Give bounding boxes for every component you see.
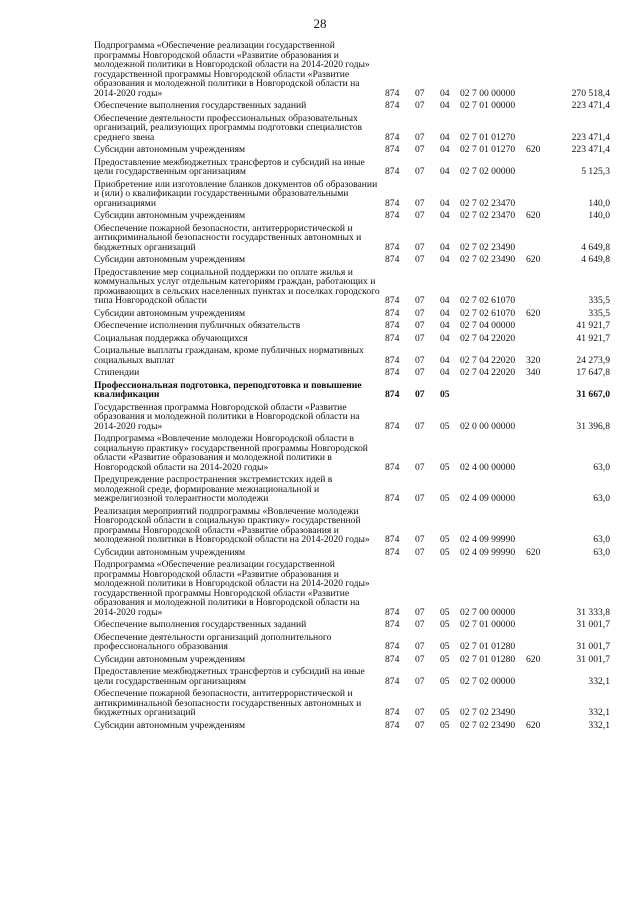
page-number: 28 <box>313 16 327 31</box>
table-row <box>94 688 610 720</box>
row-name: Обеспечение пожарной безопасности, антитеррористической и антикриминальной безопасности государственных автономных и бюджетных организаций <box>94 688 362 718</box>
row-expense-type-code: 620 <box>526 210 541 221</box>
row-expense-type-code <box>526 223 549 255</box>
row-amount: 223 471,4 <box>571 144 610 155</box>
row-expense-type-code: 620 <box>526 144 541 155</box>
row-ministry-code: 874 <box>385 534 400 545</box>
row-subsection-code: 04 <box>440 87 450 99</box>
row-amount: 140,0 <box>588 210 610 221</box>
row-amount: 63,0 <box>593 461 610 473</box>
table-row <box>94 666 610 688</box>
row-subsection-code: 04 <box>440 254 450 265</box>
row-section-code: 07 <box>415 461 425 473</box>
row-subsection-code: 04 <box>440 307 450 319</box>
row-ministry-code: 874 <box>385 254 400 265</box>
row-section-code: 07 <box>415 619 425 630</box>
row-target-article-code: 02 7 04 22020 <box>460 354 516 366</box>
row-ministry-code: 874 <box>385 653 400 665</box>
row-subsection-code: 04 <box>440 131 450 143</box>
table-row <box>94 308 610 321</box>
budget-table <box>94 40 610 732</box>
row-expense-type-code: 620 <box>526 546 541 558</box>
row-target-article-code: 02 7 01 01270 <box>460 131 516 143</box>
row-target-article-code: 02 7 02 00000 <box>460 675 516 687</box>
table-row <box>94 254 610 267</box>
row-name: Предоставление межбюджетных трансфертов и субсидий на иные цели государственным организациям <box>94 156 365 177</box>
row-amount: 223 471,4 <box>571 131 610 143</box>
table-row <box>94 433 610 474</box>
row-amount: 31 667,0 <box>576 389 610 400</box>
row-name: Обеспечение выполнения государственных заданий <box>94 619 307 630</box>
row-target-article-code: 02 7 04 00000 <box>460 320 516 331</box>
row-target-article-code: 02 7 00 00000 <box>460 87 516 99</box>
row-amount: 4 649,8 <box>581 241 610 253</box>
row-expense-type-code <box>526 179 549 211</box>
row-section-code: 07 <box>415 307 425 319</box>
row-expense-type-code <box>526 688 549 720</box>
row-expense-type-code: 340 <box>526 367 541 378</box>
row-amount: 332,1 <box>588 719 610 731</box>
row-expense-type-code <box>526 333 549 346</box>
row-name: Предоставление мер социальной поддержки по оплате жилья и коммунальных услуг отдельным категориям граждан, работающих и проживающих в сельских населенных пунктах и поселках городского типа Новгородской области <box>94 266 380 306</box>
table-row <box>94 113 610 145</box>
row-ministry-code: 874 <box>385 320 400 331</box>
row-ministry-code: 874 <box>385 619 400 630</box>
row-name: Предупреждение распространения экстремистских идей в молодежной среде, формирование межнациональной и межрелигиозной толерантности молодежи <box>94 474 333 504</box>
row-section-code: 07 <box>415 493 425 504</box>
row-target-article-code: 02 7 02 23490 <box>460 241 516 253</box>
row-name: Профессиональная подготовка, переподготовка и повышение квалификации <box>94 379 362 400</box>
row-expense-type-code <box>526 113 549 145</box>
row-amount: 63,0 <box>593 546 610 558</box>
row-section-code: 07 <box>415 606 425 618</box>
row-expense-type-code <box>526 559 549 619</box>
row-target-article-code: 02 7 01 00000 <box>460 100 516 111</box>
table-row <box>94 367 610 380</box>
row-ministry-code: 874 <box>385 546 400 558</box>
row-amount: 4 649,8 <box>581 254 610 265</box>
row-name: Подпрограмма «Обеспечение реализации государственной программы Новгородской области «Развитие образования и молодежной политики в Новгородской области на 2014-2020 годы» государственной программы Новгородской области «Развитие образования и молодежной политики в Новгородской области на 2014-2020 годы» <box>94 40 370 99</box>
row-expense-type-code <box>526 157 549 179</box>
row-subsection-code: 04 <box>440 241 450 253</box>
row-ministry-code: 874 <box>385 100 400 111</box>
row-section-code: 07 <box>415 166 425 177</box>
row-ministry-code: 874 <box>385 144 400 155</box>
row-expense-type-code: 320 <box>526 354 541 366</box>
row-name: Обеспечение исполнения публичных обязательств <box>94 320 301 331</box>
row-expense-type-code <box>526 632 549 654</box>
row-section-code: 07 <box>415 653 425 665</box>
row-amount: 24 273,9 <box>576 354 610 366</box>
row-subsection-code: 04 <box>440 166 450 177</box>
row-expense-type-code: 620 <box>526 653 541 665</box>
row-name: Социальная поддержка обучающихся <box>94 332 248 344</box>
row-subsection-code: 05 <box>440 534 450 545</box>
budget-table-body <box>94 40 610 732</box>
row-name: Подпрограмма «Обеспечение реализации государственной программы Новгородской области «Развитие образования и молодежной политики в Новгородской области на 2014-2020 годы» государственной программы Новгородской области «Развитие образования и молодежной политики в Новгородской области на 2014-2020 годы» <box>94 559 370 618</box>
row-subsection-code: 05 <box>440 707 450 718</box>
row-section-code: 07 <box>415 534 425 545</box>
row-section-code: 07 <box>415 241 425 253</box>
table-row <box>94 333 610 346</box>
row-subsection-code: 05 <box>440 619 450 630</box>
table-row <box>94 380 610 402</box>
row-expense-type-code <box>526 267 549 308</box>
table-row <box>94 40 610 100</box>
row-target-article-code: 02 7 00 00000 <box>460 606 516 618</box>
table-row <box>94 547 610 560</box>
row-target-article-code: 02 4 00 00000 <box>460 461 516 473</box>
row-expense-type-code <box>526 474 549 506</box>
table-row <box>94 267 610 308</box>
row-target-article-code: 02 4 09 99990 <box>460 534 516 545</box>
row-name: Субсидии автономным учреждениям <box>94 546 246 558</box>
row-expense-type-code <box>526 433 549 474</box>
row-ministry-code: 874 <box>385 307 400 319</box>
row-subsection-code: 05 <box>440 675 450 687</box>
row-target-article-code: 02 0 00 00000 <box>460 420 516 432</box>
row-section-code: 07 <box>415 332 425 344</box>
row-ministry-code: 874 <box>385 332 400 344</box>
row-subsection-code: 04 <box>440 320 450 331</box>
row-amount: 140,0 <box>588 197 610 209</box>
row-expense-type-code <box>526 402 549 434</box>
row-name: Государственная программа Новгородской области «Развитие образования и молодежной политики в Новгородской области на 2014-2020 годы» <box>94 401 360 432</box>
row-section-code: 07 <box>415 719 425 731</box>
row-target-article-code: 02 7 04 22020 <box>460 332 516 344</box>
row-amount: 270 518,4 <box>571 87 610 99</box>
table-row <box>94 720 610 733</box>
row-name: Предоставление межбюджетных трансфертов и субсидий на иные цели государственным организациям <box>94 666 365 687</box>
row-ministry-code: 874 <box>385 210 400 221</box>
row-amount: 31 001,7 <box>576 653 610 665</box>
table-row <box>94 210 610 223</box>
row-name: Субсидии автономным учреждениям <box>94 144 246 155</box>
table-row <box>94 559 610 619</box>
table-row <box>94 402 610 434</box>
row-name: Обеспечение деятельности организаций дополнительного профессионального образования <box>94 631 332 652</box>
row-ministry-code: 874 <box>385 461 400 473</box>
row-amount: 31 333,8 <box>576 606 610 618</box>
row-name: Обеспечение пожарной безопасности, антитеррористической и антикриминальной безопасности государственных автономных и бюджетных организаций <box>94 222 362 253</box>
row-subsection-code: 05 <box>440 653 450 665</box>
table-row <box>94 654 610 667</box>
row-expense-type-code <box>526 506 549 547</box>
row-ministry-code: 874 <box>385 606 400 618</box>
row-section-code: 07 <box>415 131 425 143</box>
table-row <box>94 506 610 547</box>
row-amount: 5 125,3 <box>581 166 610 177</box>
row-target-article-code: 02 7 02 61070 <box>460 307 516 319</box>
row-ministry-code: 874 <box>385 641 400 652</box>
row-ministry-code: 874 <box>385 241 400 253</box>
row-ministry-code: 874 <box>385 675 400 687</box>
row-subsection-code: 05 <box>440 493 450 504</box>
row-name: Социальные выплаты гражданам, кроме публичных нормативных социальных выплат <box>94 345 364 366</box>
row-target-article-code: 02 7 02 23490 <box>460 719 516 731</box>
row-ministry-code: 874 <box>385 166 400 177</box>
row-ministry-code: 874 <box>385 707 400 718</box>
row-name: Субсидии автономным учреждениям <box>94 254 246 265</box>
row-ministry-code: 874 <box>385 197 400 209</box>
row-target-article-code: 02 4 09 00000 <box>460 493 516 504</box>
row-name: Обеспечение выполнения государственных заданий <box>94 100 307 111</box>
row-section-code: 07 <box>415 87 425 99</box>
row-ministry-code: 874 <box>385 367 400 378</box>
table-row <box>94 474 610 506</box>
row-subsection-code: 05 <box>440 420 450 432</box>
row-section-code: 07 <box>415 144 425 155</box>
row-ministry-code: 874 <box>385 354 400 366</box>
row-amount: 63,0 <box>593 534 610 545</box>
row-ministry-code: 874 <box>385 389 400 400</box>
table-row <box>94 100 610 113</box>
row-amount: 223 471,4 <box>571 100 610 111</box>
row-target-article-code: 02 7 02 00000 <box>460 166 516 177</box>
row-target-article-code: 02 7 01 01280 <box>460 653 516 665</box>
row-section-code: 07 <box>415 367 425 378</box>
table-row <box>94 345 610 367</box>
table-row <box>94 157 610 179</box>
row-section-code: 07 <box>415 197 425 209</box>
row-subsection-code: 05 <box>440 719 450 731</box>
table-row <box>94 320 610 333</box>
row-amount: 41 921,7 <box>576 332 610 344</box>
row-target-article-code <box>460 380 526 402</box>
row-section-code: 07 <box>415 420 425 432</box>
table-row <box>94 632 610 654</box>
row-target-article-code: 02 7 02 61070 <box>460 295 516 306</box>
row-amount: 332,1 <box>588 707 610 718</box>
row-target-article-code: 02 7 01 00000 <box>460 619 516 630</box>
row-name: Обеспечение деятельности профессиональных образовательных организаций, реализующих программы подготовки специалистов среднего звена <box>94 112 363 143</box>
row-amount: 335,5 <box>588 295 610 306</box>
row-expense-type-code <box>526 100 549 113</box>
row-target-article-code: 02 7 01 01270 <box>460 144 516 155</box>
row-amount: 332,1 <box>588 675 610 687</box>
row-expense-type-code: 620 <box>526 254 541 265</box>
row-subsection-code: 05 <box>440 606 450 618</box>
row-name: Субсидии автономным учреждениям <box>94 719 246 731</box>
row-ministry-code: 874 <box>385 420 400 432</box>
row-name: Приобретение или изготовление бланков документов об образовании и (или) о квалификации государственными образовательными организациями <box>94 178 378 209</box>
row-expense-type-code <box>526 380 549 402</box>
row-section-code: 07 <box>415 254 425 265</box>
row-name: Реализация мероприятий подпрограммы «Вовлечение молодежи Новгородской области в социальную практику» государственной программы Новгородской области «Развитие образования и молодежной политики в Новгородской области на 2014-2020 годы» <box>94 505 370 545</box>
row-subsection-code: 05 <box>440 546 450 558</box>
row-ministry-code: 874 <box>385 719 400 731</box>
row-name: Стипендии <box>94 367 140 378</box>
row-section-code: 07 <box>415 707 425 718</box>
row-expense-type-code <box>526 40 549 100</box>
row-target-article-code: 02 7 01 01280 <box>460 641 516 652</box>
table-row <box>94 619 610 632</box>
row-expense-type-code: 620 <box>526 307 541 319</box>
row-ministry-code: 874 <box>385 493 400 504</box>
row-subsection-code: 04 <box>440 100 450 111</box>
row-ministry-code: 874 <box>385 87 400 99</box>
row-subsection-code: 04 <box>440 332 450 344</box>
row-target-article-code: 02 4 09 99990 <box>460 546 516 558</box>
row-target-article-code: 02 7 02 23490 <box>460 707 516 718</box>
row-subsection-code: 04 <box>440 144 450 155</box>
row-section-code: 07 <box>415 389 425 400</box>
row-name: Субсидии автономным учреждениям <box>94 307 246 319</box>
row-name: Субсидии автономным учреждениям <box>94 653 246 665</box>
row-subsection-code: 05 <box>440 389 450 400</box>
row-expense-type-code <box>526 320 549 333</box>
row-expense-type-code <box>526 666 549 688</box>
row-amount: 17 647,8 <box>576 367 610 378</box>
row-section-code: 07 <box>415 295 425 306</box>
row-amount: 31 001,7 <box>576 619 610 630</box>
row-amount: 31 396,8 <box>576 420 610 432</box>
row-name: Субсидии автономным учреждениям <box>94 210 246 221</box>
row-expense-type-code: 620 <box>526 719 541 731</box>
row-amount: 31 001,7 <box>576 641 610 652</box>
row-subsection-code: 04 <box>440 295 450 306</box>
row-amount: 335,5 <box>588 307 610 319</box>
row-subsection-code: 04 <box>440 210 450 221</box>
row-section-code: 07 <box>415 354 425 366</box>
row-target-article-code: 02 7 02 23490 <box>460 254 516 265</box>
row-amount: 41 921,7 <box>576 320 610 331</box>
row-ministry-code: 874 <box>385 131 400 143</box>
table-row <box>94 144 610 157</box>
row-target-article-code: 02 7 02 23470 <box>460 197 516 209</box>
row-section-code: 07 <box>415 210 425 221</box>
row-target-article-code: 02 7 02 23470 <box>460 210 516 221</box>
row-expense-type-code <box>526 619 549 632</box>
row-target-article-code: 02 7 04 22020 <box>460 367 516 378</box>
row-subsection-code: 04 <box>440 354 450 366</box>
row-subsection-code: 05 <box>440 641 450 652</box>
table-row <box>94 223 610 255</box>
row-section-code: 07 <box>415 100 425 111</box>
row-section-code: 07 <box>415 641 425 652</box>
row-section-code: 07 <box>415 320 425 331</box>
row-amount: 63,0 <box>593 493 610 504</box>
table-row <box>94 179 610 211</box>
row-section-code: 07 <box>415 546 425 558</box>
row-subsection-code: 05 <box>440 461 450 473</box>
row-section-code: 07 <box>415 675 425 687</box>
row-name: Подпрограмма «Вовлечение молодежи Новгородской области в социальную практику» государственной программы Новгородской области «Развитие образования и молодежной политики в Новгородской области на 2014-2020 годы» <box>94 433 368 473</box>
row-subsection-code: 04 <box>440 367 450 378</box>
row-subsection-code: 04 <box>440 197 450 209</box>
row-ministry-code: 874 <box>385 295 400 306</box>
